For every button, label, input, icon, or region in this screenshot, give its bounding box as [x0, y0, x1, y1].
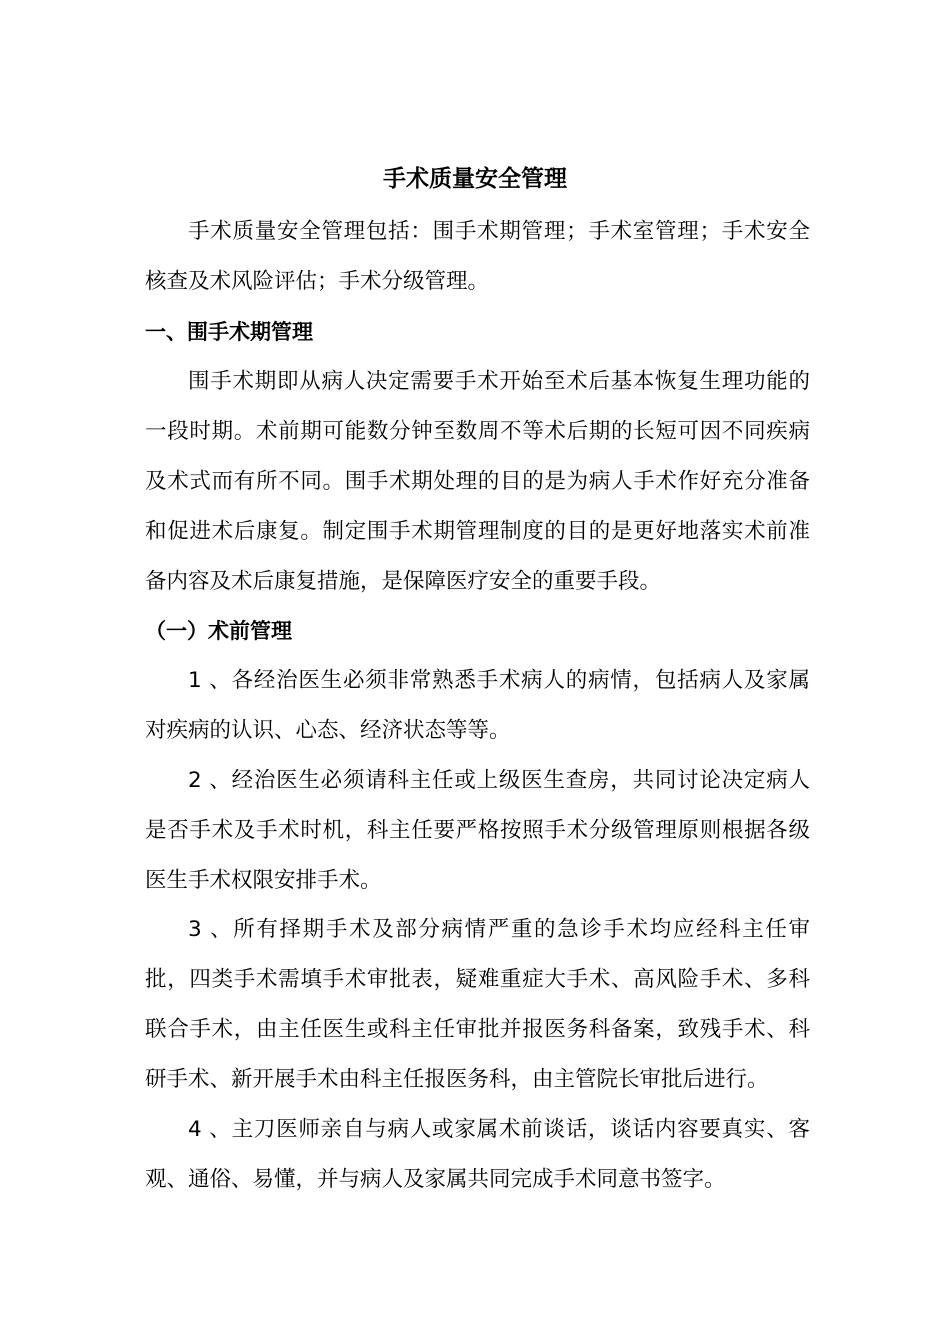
- document-title: 手术质量安全管理: [383, 166, 567, 192]
- section-heading-perioperative: 一、围手术期管理: [145, 320, 313, 344]
- list-item: 4 、主刀医师亲自与病人或家属术前谈话，谈话内容要真实、客观、通俗、易懂，并与病人及家属共同完成手术同意书签字。: [145, 1117, 810, 1192]
- subsection-heading-preoperative: （一）术前管理: [145, 619, 292, 643]
- intro-paragraph: 手术质量安全管理包括：围手术期管理；手术室管理；手术安全核查及术风险评估；手术分级管理。: [145, 219, 810, 294]
- list-item: 1 、各经治医生必须非常熟悉手术病人的病情，包括病人及家属对疾病的认识、心态、经济状态等等。: [145, 668, 810, 743]
- section-paragraph-perioperative: 围手术期即从病人决定需要手术开始至术后基本恢复生理功能的一段时期。术前期可能数分钟至数周不等术后期的长短可因不同疾病及术式而有所不同。围手术期处理的目的是为病人手术作好充分准备和促进术后康复。制定围手术期管理制度的目的是更好地落实术前准备内容及术后康复措施，是保障医疗安全的重要手段。: [145, 369, 810, 594]
- list-item: 2 、经治医生必须请科主任或上级医生查房，共同讨论决定病人是否手术及手术时机，科主任要严格按照手术分级管理原则根据各级医生手术权限安排手术。: [145, 768, 810, 893]
- list-item: 3 、所有择期手术及部分病情严重的急诊手术均应经科主任审批，四类手术需填手术审批表，疑难重症大手术、高风险手术、多科联合手术，由主任医生或科主任审批并报医务科备案，致残手术、科研手术、新开展手术由科主任报医务科，由主管院长审批后进行。: [145, 917, 810, 1092]
